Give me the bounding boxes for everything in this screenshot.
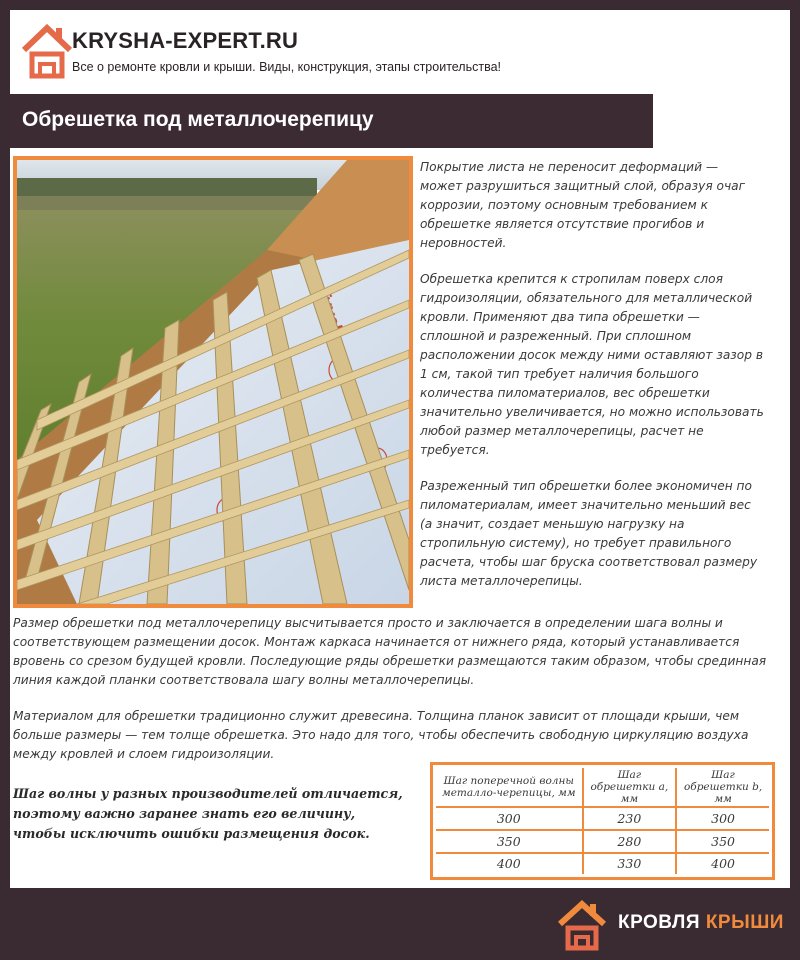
right-column-text [420,158,764,608]
site-name[interactable]: KRYSHA-EXPERT.RU [72,28,299,53]
house-logo-icon[interactable] [20,22,74,80]
site-tagline: Все о ремонте кровли и крыши. Виды, конструкция, этапы строительства! [72,60,502,74]
step-table [430,762,775,880]
paragraph: Разреженный тип обрешетки более экономичен по пиломатериалам, имеет значительно меньший вес (а значит, создает меньшую нагрузку на стропильную систему), но требует правильного расчета, чтобы шаг бруска соответствовал размеру листа металлочерепицы. [420,479,758,588]
paragraph: Материалом для обрешетки традиционно служит древесина. Толщина планок зависит от площади крыши, чем больше размеры — тем толще обрешетка. Это надо для того, чтобы обеспечить свободную циркуляцию воздуха между кровлей и слоем гидроизоляции. [13,709,749,761]
roof-battens-photo [13,156,413,608]
body-text [13,614,785,781]
footer-brand[interactable] [618,912,784,934]
table-header-row [436,768,769,807]
page-panel [10,10,790,888]
paragraph: Размер обрешетки под металлочерепицу высчитывается просто и заключается в определении шага волны и соответствующем размещении досок. Монтаж каркаса начинается от нижнего ряда, который устанавливается вровень со срезом будущей кровли. Последующие ряды обрешетки размещаются таким образом, чтобы срединная линия каждой планки соответствовала шагу волны металлочерепицы. [13,616,767,687]
title-bar [10,94,653,148]
table-row [436,853,769,874]
paragraph: Обрешетка крепится к стропилам поверх слоя гидроизоляции, обязательного для металлической кровли. Применяют два типа обрешетки — сплошной и разреженный. При сплошном расположении досок между ними оставляют зазор в 1 см, такой тип требует наличия большого количества пиломатериалов, вес обрешетки значительно увеличивается, но можно использовать любой размер металлочерепицы, расчет не требуется. [420,272,764,457]
site-header [10,10,790,94]
footer-house-logo-icon[interactable] [556,898,608,952]
table-header: Шаг обрешетки а, мм [583,768,677,807]
table-row [436,807,769,830]
page-title: Обрешетка под металлочерепицу [22,108,374,131]
table-cell: 230 [583,807,677,830]
footer-brand-orange: КРЫШИ [705,912,784,933]
table-cell: 350 [436,830,583,853]
table-cell: 280 [583,830,677,853]
footer-brand-white: КРОВЛЯ [618,912,701,933]
table-cell: 350 [676,830,769,853]
table-header: Шаг обрешетки b, мм [683,769,763,805]
paragraph: Покрытие листа не переносит деформаций — может разрушиться защитный слой, образуя очаг коррозии, поэтому основным требованием к обрешетке является отсутствие прогибов и неровностей. [420,160,746,250]
table-cell: 400 [676,853,769,874]
table-cell: 300 [676,807,769,830]
table-row [436,830,769,853]
table-cell: 330 [583,853,677,874]
table-cell: 400 [436,853,583,874]
highlight-note: Шаг волны у разных производителей отличается, поэтому важно заранее знать его величину, чтобы исключить ошибки размещения досок. [13,786,403,841]
table-header: Шаг поперечной волны металло-черепицы, мм [436,768,583,807]
table-cell: 300 [436,807,583,830]
batten-step-table [436,768,769,874]
